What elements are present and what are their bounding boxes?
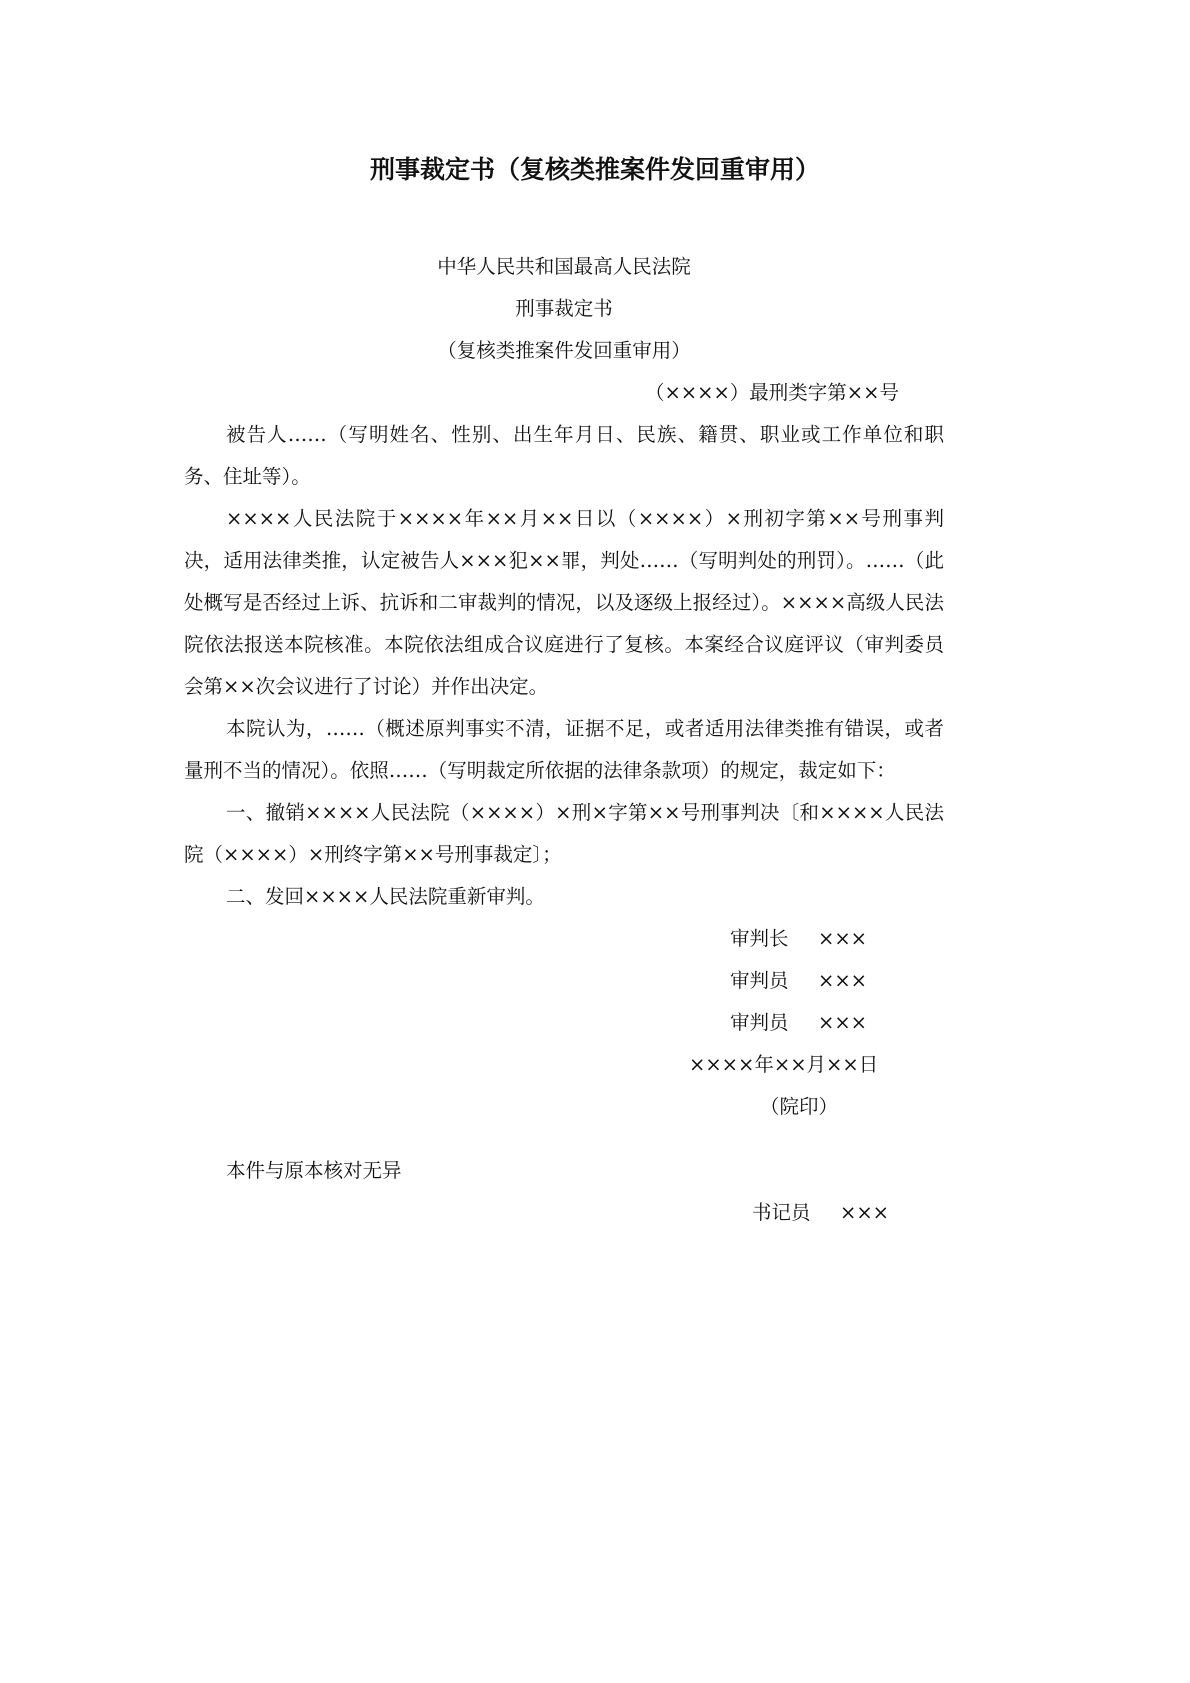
court-opinion-paragraph: 本院认为，……（概述原判事实不清，证据不足，或者适用法律类推有错误，或者量刑不当的情况）。依照……（写明裁定所依据的法律条款项）的规定，裁定如下： <box>184 717 944 782</box>
clerk-signature <box>184 1192 944 1234</box>
document-subtype: （复核类推案件发回重审用） <box>437 339 691 362</box>
signature-role: 审判员 <box>730 969 789 992</box>
case-number: （××××）最刑类字第××号 <box>644 381 899 404</box>
ruling-item-2: 二、发回××××人民法院重新审判。 <box>226 885 545 908</box>
defendant-paragraph: 被告人……（写明姓名、性别、出生年月日、民族、籍贯、职业或工作单位和职务、住址等）。 <box>184 423 944 488</box>
court-name: 中华人民共和国最高人民法院 <box>437 255 691 278</box>
document-body <box>184 246 944 1234</box>
signature-name: ××× <box>818 969 868 992</box>
signature-name: ××× <box>818 1011 868 1034</box>
document-type: 刑事裁定书 <box>515 297 613 320</box>
court-seal: （院印） <box>760 1095 839 1118</box>
spacer <box>184 1128 944 1150</box>
signature-judge-1 <box>184 960 944 1002</box>
ruling-item-1: 一、撤销××××人民法院（××××）×刑×字第××号刑事判决〔和××××人民法院（××××）×刑终字第××号刑事裁定〕； <box>184 801 944 866</box>
case-history-paragraph: ××××人民法院于××××年××月××日以（××××）×刑初字第××号刑事判决，适用法律类推，认定被告人×××犯××罪，判处……（写明判处的刑罚）。……（此处概写是否经过上诉、抗诉和二审裁判的情况，以及逐级上报经过）。××××高级人民法院依法报送本院核准。本院依法组成合议庭进行了复核。本案经合议庭评议（审判委员会第××次会议进行了讨论）并作出决定。 <box>184 507 944 698</box>
signature-role: 审判员 <box>730 1011 789 1034</box>
signature-judge-2 <box>184 1002 944 1044</box>
verification-statement: 本件与原本核对无异 <box>226 1159 402 1182</box>
document-title: 刑事裁定书（复核类推案件发回重审用） <box>369 155 820 184</box>
signature-name: ××× <box>818 927 868 950</box>
ruling-date: ××××年××月××日 <box>689 1053 879 1076</box>
clerk-role: 书记员 <box>752 1201 811 1224</box>
signature-role: 审判长 <box>730 927 789 950</box>
clerk-name: ××× <box>840 1201 890 1224</box>
signature-presiding-judge <box>184 918 944 960</box>
